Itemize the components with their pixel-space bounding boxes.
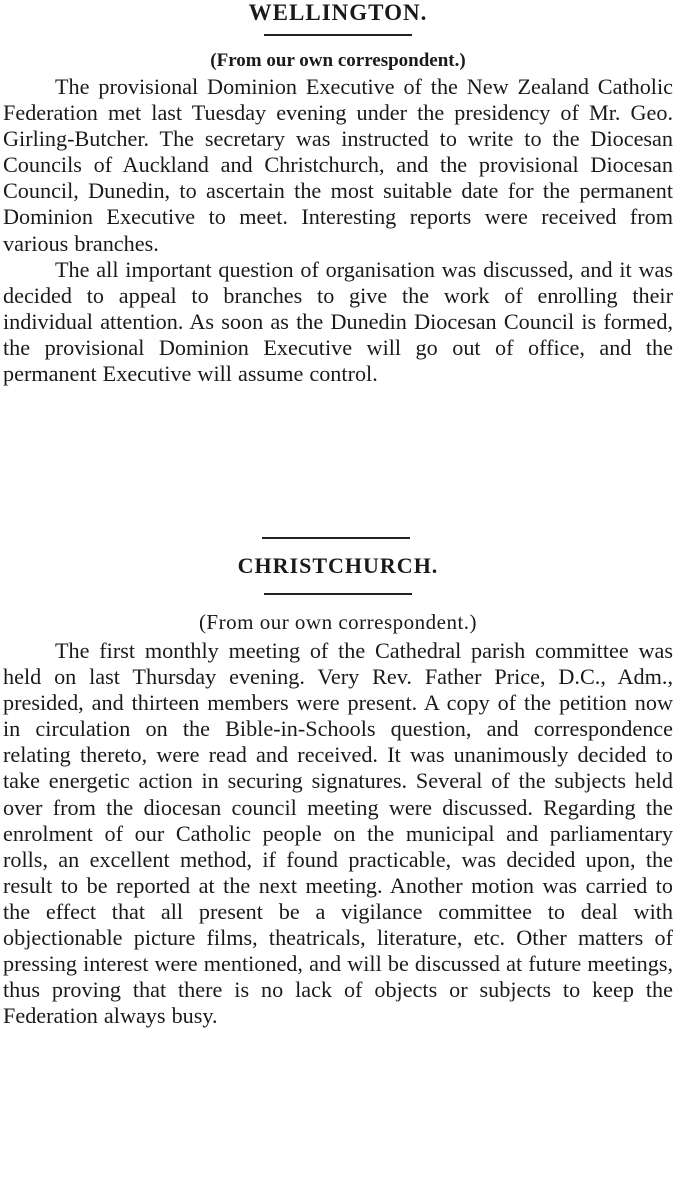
christchurch-heading: CHRISTCHURCH. bbox=[237, 553, 439, 578]
wellington-paragraph-1: The provisional Dominion Executive of the New Zealand Catholic Federation met last Tuesday evening under the presidency of Mr. Geo. Girling-Butcher. The secretary was instructed to write to the Diocesan Councils of Auckland and Christchurch, and the provisional Diocesan Council, Dunedin, to ascertain the most suitable date for the permanent Dominion Executive to meet. Interesting reports were received from various branches. bbox=[3, 74, 673, 256]
wellington-paragraph-2: The all important question of organisation was discussed, and it was decided to appeal to branches to give the work of enrolling their individual attention. As soon as the Dunedin Diocesan Council is formed, the provisional Dominion Executive will go out of office, and the permanent Executive will assume control. bbox=[3, 256, 673, 387]
wellington-heading: WELLINGTON. bbox=[248, 0, 428, 25]
wellington-section bbox=[0, 0, 676, 387]
wellington-heading-rule bbox=[264, 34, 412, 36]
christchurch-paragraph-1: The first monthly meeting of the Cathedral parish committee was held on last Thursday evening. Very Rev. Father Price, D.C., Adm., presided, and thirteen members were present. A copy of the petition now in circulation on the Bible-in-Schools question, and correspondence relating thereto, were read and received. It was unanimously decided to take energetic action in securing signatures. Several of the subjects held over from the diocesan council meeting were discussed. Regarding the enrolment of our Catholic people on the municipal and parliamentary rolls, an excellent method, if found practicable, was decided upon, the result to be reported at the next meeting. Another motion was carried to the effect that all present be a vigilance committee to deal with objectionable picture films, theatricals, literature, etc. Other matters of pressing interest were mentioned, and will be discussed at future meetings, thus proving that there is no lack of objects or subjects to keep the Federation always busy. bbox=[3, 638, 673, 1029]
christchurch-heading-rule bbox=[264, 593, 412, 595]
christchurch-section bbox=[0, 553, 676, 1029]
section-divider bbox=[262, 537, 410, 539]
wellington-byline: (From our own correspondent.) bbox=[210, 50, 466, 71]
christchurch-byline: (From our own correspondent.) bbox=[198, 610, 478, 634]
